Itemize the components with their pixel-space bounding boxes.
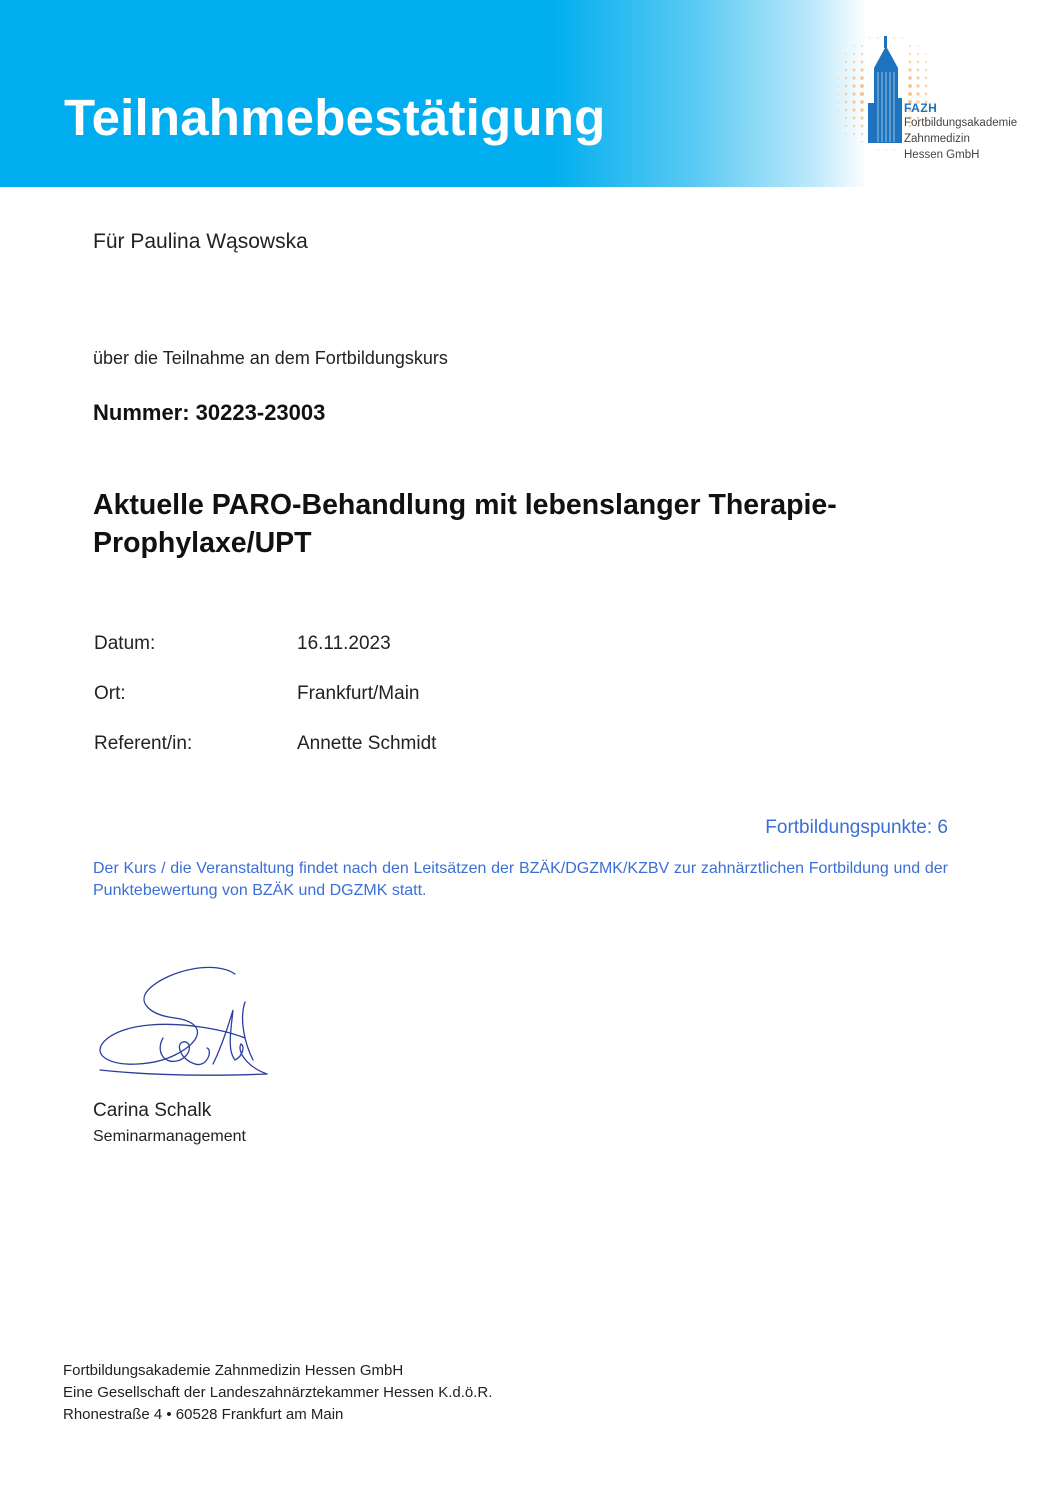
recipient-line: Für Paulina Wąsowska — [93, 230, 308, 253]
speaker-label: Referent/in: — [94, 733, 193, 754]
date-value: 16.11.2023 — [297, 633, 391, 654]
fazh-logo — [838, 28, 1028, 168]
location-label: Ort: — [94, 683, 126, 704]
page-title: Teilnahmebestätigung — [64, 89, 606, 146]
location-value: Frankfurt/Main — [297, 683, 420, 704]
logo-line: Hessen GmbH — [904, 149, 980, 161]
course-title: Aktuelle PARO-Behandlung mit lebenslanger Therapie-Prophylaxe/UPT — [93, 489, 837, 559]
speaker-value: Annette Schmidt — [297, 733, 437, 754]
tower-logo-icon — [838, 28, 928, 168]
footer-line: Fortbildungsakademie Zahnmedizin Hessen GmbH — [63, 1362, 404, 1379]
signature-image — [95, 960, 275, 1085]
logo-line: Fortbildungsakademie — [904, 117, 1018, 129]
footer-line: Rhonestraße 4 • 60528 Frankfurt am Main — [63, 1406, 344, 1423]
participation-intro: über die Teilnahme an dem Fortbildungskurs — [93, 348, 448, 368]
course-number: Nummer: 30223-23003 — [93, 400, 326, 425]
signatory-name: Carina Schalk — [93, 1100, 212, 1121]
logo-abbreviation: FAZH — [904, 101, 938, 115]
logo-line: Zahnmedizin — [904, 133, 970, 145]
footer-line: Eine Gesellschaft der Landeszahnärztekammer Hessen K.d.ö.R. — [63, 1384, 493, 1401]
date-label: Datum: — [94, 633, 156, 654]
signatory-role: Seminarmanagement — [93, 1128, 246, 1145]
training-points: Fortbildungspunkte: 6 — [765, 817, 948, 838]
guidelines-note: Der Kurs / die Veranstaltung findet nach den Leitsätzen der BZÄK/DGZMK/KZBV zur zahnärztlichen Fortbildung und der Punktebewertung von BZÄK und DGZMK statt. — [93, 860, 948, 899]
